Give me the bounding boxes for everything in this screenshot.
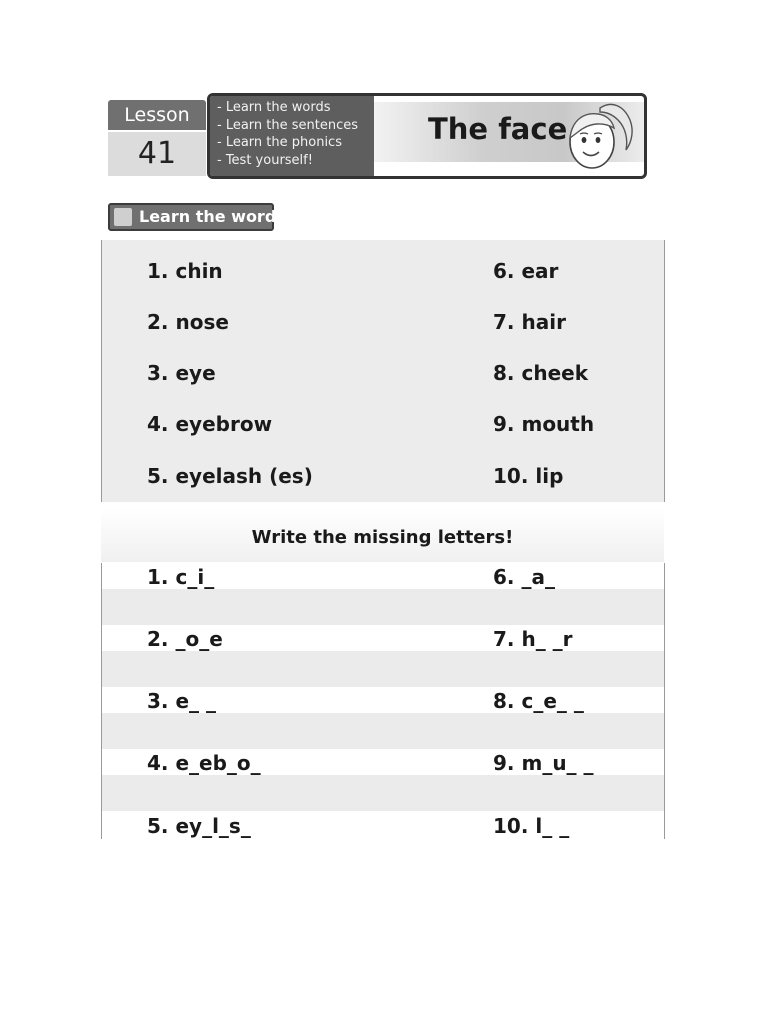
objective-item: - Learn the words <box>217 100 331 115</box>
word-item: 7. hair <box>493 310 566 334</box>
page-title: The face <box>428 112 568 146</box>
word-item: 3. eye <box>147 361 216 385</box>
square-icon <box>114 208 132 226</box>
section-learn-the-words <box>108 203 286 231</box>
lesson-banner <box>207 93 647 179</box>
objective-item: - Learn the phonics <box>217 135 342 150</box>
objective-item: - Learn the sentences <box>217 117 359 133</box>
exercise-item: 9. m_u_ _ <box>493 751 594 775</box>
word-item: 6. ear <box>493 259 559 283</box>
exercise-item: 1. c_i_ <box>147 565 215 589</box>
writing-line <box>102 713 664 749</box>
word-item: 5. eyelash (es) <box>147 464 313 488</box>
writing-line <box>102 775 664 811</box>
objectives-list <box>210 96 374 176</box>
word-item: 1. chin <box>147 259 223 283</box>
section-label: Learn the words <box>139 207 286 226</box>
exercise-item: 7. h_ _r <box>493 627 573 651</box>
vocabulary-panel <box>101 240 665 502</box>
word-item: 10. lip <box>493 464 564 488</box>
objective-item: - Test yourself! <box>217 152 313 168</box>
exercise-item: 3. e_ _ <box>147 689 217 713</box>
word-item: 8. cheek <box>493 361 588 385</box>
exercise-item: 4. e_eb_o_ <box>147 751 261 775</box>
exercise-item: 2. _o_e <box>147 627 223 651</box>
exercise-panel <box>101 563 665 839</box>
girl-face-icon <box>560 98 638 176</box>
exercise-item: 8. c_e_ _ <box>493 689 584 713</box>
exercise-item: 5. ey_l_s_ <box>147 814 251 838</box>
word-item: 2. nose <box>147 310 229 334</box>
exercise-item: 10. l_ _ <box>493 814 570 838</box>
lesson-number: 41 <box>108 132 206 176</box>
writing-line <box>102 651 664 687</box>
exercise-item: 6. _a_ <box>493 565 555 589</box>
exercise-title: Write the missing letters! <box>251 527 514 548</box>
word-item: 4. eyebrow <box>147 412 273 436</box>
writing-line <box>102 589 664 625</box>
lesson-label: Lesson <box>108 100 206 130</box>
word-item: 9. mouth <box>493 412 595 436</box>
